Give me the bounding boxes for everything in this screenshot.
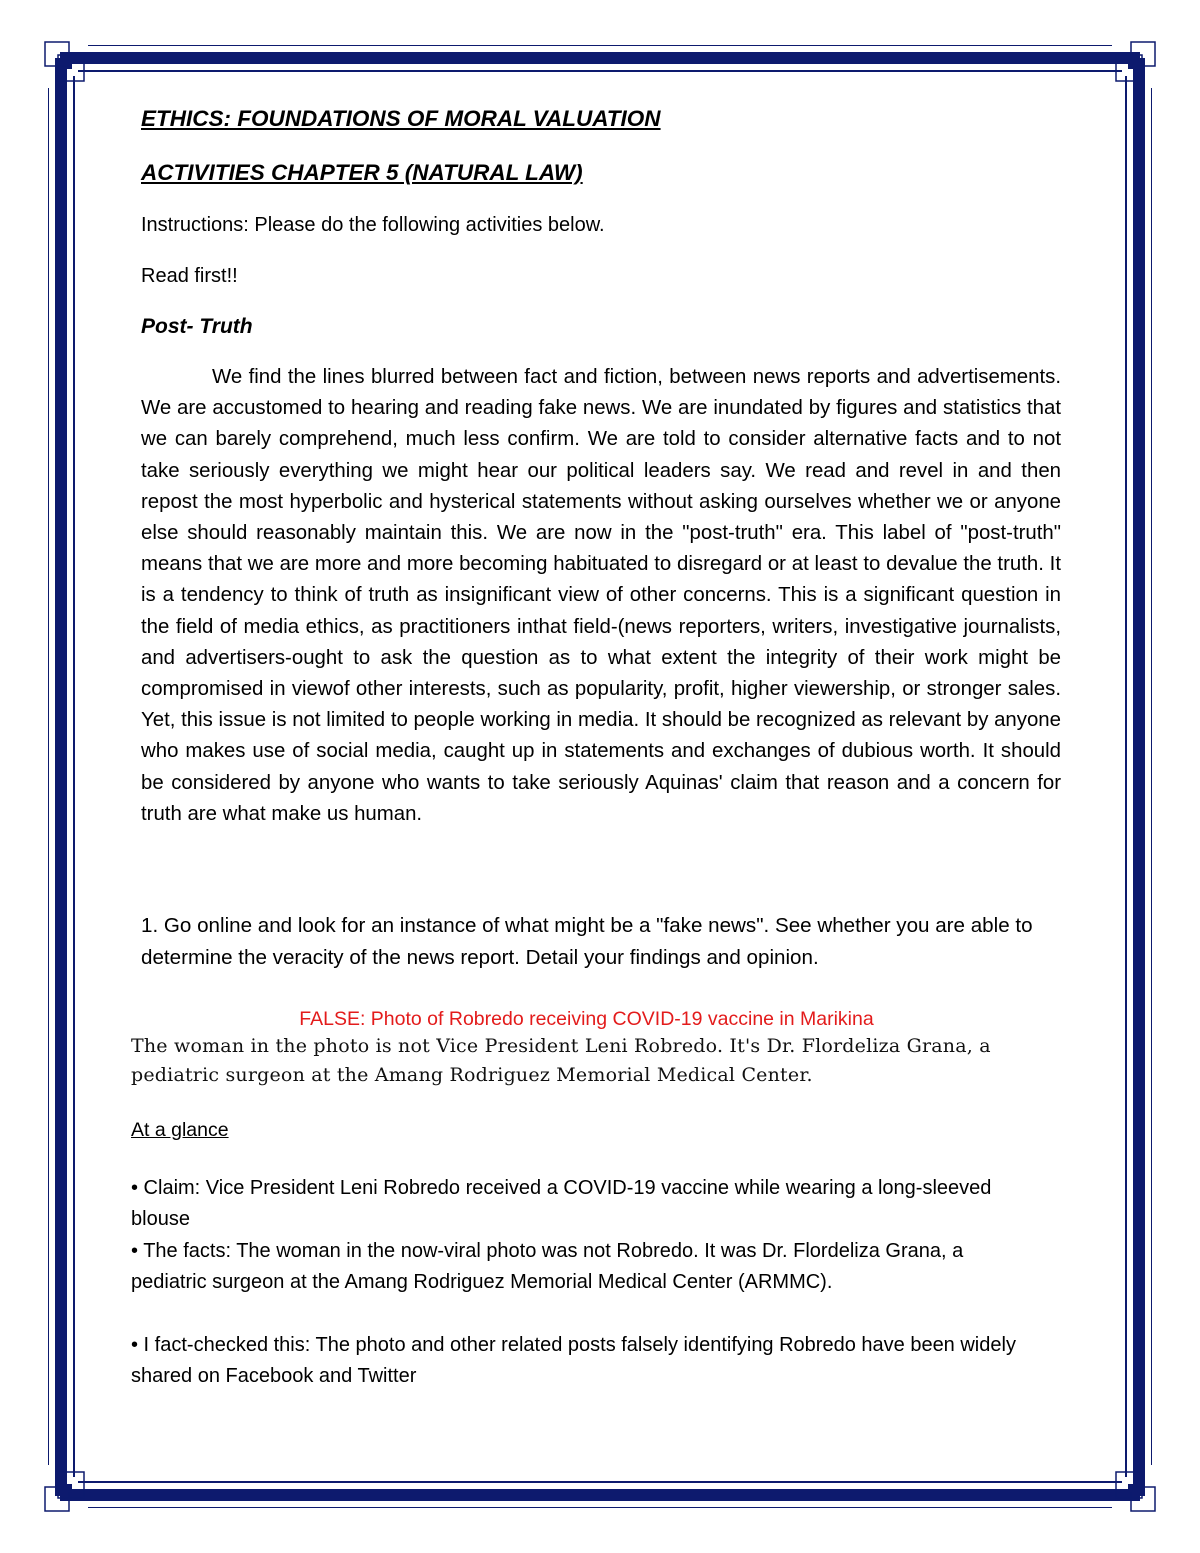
fact-check-summary: The woman in the photo is not Vice President Leni Robredo. It's Dr. Flordeliza Grana, a pediatric surgeon at the Amang Rodriguez Memorial Medical Center. — [131, 1035, 991, 1086]
border-top-bar — [60, 52, 1140, 64]
border-left-bar — [55, 58, 67, 1496]
read-first-text: Read first!! — [141, 265, 238, 287]
document-subtitle: ACTIVITIES CHAPTER 5 (NATURAL LAW) — [141, 160, 583, 185]
corner-ornament-top-right — [1112, 41, 1156, 85]
border-right-outer-line — [1151, 88, 1152, 1465]
border-bottom-outer-line — [88, 1507, 1112, 1508]
bullet-facts: • The facts: The woman in the now-viral photo was not Robredo. It was Dr. Flordeliza Grana, a pediatric surgeon at the Amang Rodriguez Memorial Medical Center (ARMMC). — [131, 1240, 964, 1294]
bullet-fact-checked: • I fact-checked this: The photo and other related posts falsely identifying Robredo have been widely shared on Facebook and Twitter — [131, 1334, 1016, 1388]
border-left-outer-line — [48, 88, 49, 1465]
border-right-inner-line — [1125, 76, 1127, 1477]
instructions-text: Instructions: Please do the following activities below. — [141, 214, 605, 236]
border-top-outer-line — [88, 45, 1112, 46]
border-bottom-bar — [60, 1489, 1140, 1501]
border-bottom-inner-line — [78, 1481, 1122, 1483]
border-right-bar — [1133, 58, 1145, 1496]
section-heading: Post- Truth — [141, 315, 253, 338]
fact-check-verdict-title: FALSE: Photo of Robredo receiving COVID-19 vaccine in Marikina — [299, 1008, 874, 1030]
at-a-glance-heading: At a glance — [131, 1119, 229, 1141]
document-title: ETHICS: FOUNDATIONS OF MORAL VALUATION — [141, 106, 661, 131]
corner-ornament-bottom-left — [44, 1468, 88, 1512]
body-paragraph: We find the lines blurred between fact and fiction, between news reports and advertisements. We are accustomed to hearing and reading fake news. We are inundated by figures and statistics that we can barely comprehend, much less confirm. We are told to consider alternative facts and to not take seriously everything we might hear our political leaders say. We read and revel in and then repost the most hyperbolic and hysterical statements without asking ourselves whether we or anyone else should reasonably maintain this. We are now in the "post-truth" era. This label of "post-truth" means that we are more and more becoming habituated to disregard or at least to devalue the truth. It is a tendency to think of truth as insignificant view of other concerns. This is a significant question in the field of media ethics, as practitioners inthat field-(news reporters, writers, investigative journalists, and advertisers-ought to ask the question as to what extent the integrity of their work might be compromised in viewof other interests, such as popularity, profit, higher viewership, or stronger sales. Yet, this issue is not limited to people working in media. It should be recognized as relevant by anyone who makes use of social media, caught up in statements and exchanges of dubious worth. It should be considered by anyone who wants to take seriously Aquinas' claim that reason and a concern for truth are what make us human. — [141, 366, 1061, 825]
corner-ornament-top-left — [44, 41, 88, 85]
border-left-inner-line — [73, 76, 75, 1477]
bullet-claim: • Claim: Vice President Leni Robredo received a COVID-19 vaccine while wearing a long-sleeved blouse — [131, 1177, 992, 1231]
question-1: 1. Go online and look for an instance of what might be a "fake news". See whether you are able to determine the veracity of the news report. Detail your findings and opinion. — [141, 914, 1033, 969]
corner-ornament-bottom-right — [1112, 1468, 1156, 1512]
border-top-inner-line — [78, 70, 1122, 72]
